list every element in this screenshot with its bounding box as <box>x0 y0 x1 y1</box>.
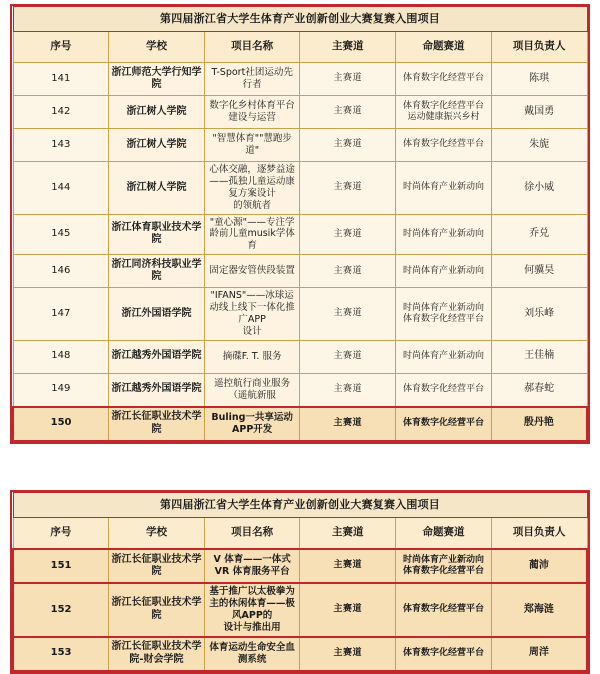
cell-school <box>109 288 205 341</box>
cell-project-name <box>204 214 300 255</box>
cell-index <box>13 129 109 162</box>
cell-text: 浙江树人学院 <box>126 181 187 193</box>
cell-theme-track <box>396 162 492 215</box>
cell-line: 体育数字化经营平台 <box>402 566 484 576</box>
cell-text: 主赛道 <box>333 560 363 571</box>
column-header: 主赛道 <box>300 518 396 550</box>
cell-text: 浙江越秀外国语学院 <box>111 383 202 395</box>
cell-index <box>13 637 109 671</box>
cell-main-track <box>300 63 396 96</box>
cell-text: 时尚体育产业新动向 <box>402 228 484 239</box>
cell-text: 主赛道 <box>333 308 363 319</box>
column-header: 序号 <box>13 518 109 550</box>
cell-text: 浙江长征职业技术学院 <box>111 553 202 577</box>
cell-text: 浙江师范大学行知学院 <box>111 66 202 90</box>
cell-text: 王佳楠 <box>524 350 555 362</box>
table-row <box>13 214 587 255</box>
cell-text: 蔺沛 <box>528 559 549 571</box>
cell-text: 时尚体育产业新动向 <box>402 265 484 276</box>
table-title-row <box>13 493 587 518</box>
column-header: 项目名称 <box>204 518 300 550</box>
cell-index <box>13 255 109 288</box>
cell-text: 浙江长征职业技术学院 <box>111 597 202 621</box>
cell-leader <box>491 288 587 341</box>
cell-text: 浙江长征职业技术学院-财会学院 <box>111 641 202 665</box>
cell-main-track <box>300 373 396 407</box>
table-title-row <box>13 7 587 32</box>
cell-index <box>13 162 109 215</box>
table-row <box>13 407 587 441</box>
cell-text: 145 <box>51 228 71 240</box>
cell-index <box>13 96 109 129</box>
cell-text: 体育数字化经营平台 <box>402 418 484 428</box>
cell-text: 浙江树人学院 <box>126 138 187 150</box>
cell-leader <box>491 63 587 96</box>
cell-index <box>13 340 109 373</box>
cell-project-name <box>204 549 300 583</box>
table-title: 第四届浙江省大学生体育产业创新创业大赛复赛入围项目 <box>13 493 587 518</box>
cell-main-track <box>300 214 396 255</box>
cell-text: 戴国勇 <box>524 105 555 117</box>
cell-leader <box>491 340 587 373</box>
cell-main-track <box>300 288 396 341</box>
cell-text: 时尚体育产业新动向 <box>402 182 484 193</box>
cell-text: 体育数字化经营平台 <box>402 647 484 658</box>
cell-text: 主赛道 <box>333 351 363 361</box>
cell-theme-track <box>396 96 492 129</box>
cell-leader <box>491 373 587 407</box>
cell-text: 朱旎 <box>529 138 550 150</box>
cell-theme-track <box>396 288 492 341</box>
results-table-1 <box>12 6 588 442</box>
cell-text: 主赛道 <box>333 265 363 276</box>
cell-project-name <box>204 407 300 441</box>
cell-school <box>109 549 205 583</box>
cell-theme-track <box>396 583 492 637</box>
cell-text: 142 <box>51 105 71 117</box>
cell-text: 144 <box>51 181 71 193</box>
table-row <box>13 549 587 583</box>
cell-line: 时尚体育产业新动向 <box>402 554 484 565</box>
cell-text: 体育数字化经营平台 <box>402 73 484 84</box>
table-row <box>13 637 587 671</box>
cell-leader <box>491 129 587 162</box>
cell-theme-track <box>396 549 492 583</box>
cell-line: 时尚体育产业新动向 <box>402 302 484 313</box>
cell-project-name <box>204 288 300 341</box>
cell-text: 浙江长征职业技术学院 <box>111 411 202 435</box>
cell-text: 摘碟F. T. 服务 <box>222 350 282 362</box>
cell-main-track <box>300 162 396 215</box>
cell-leader <box>491 407 587 441</box>
cell-text: 乔兑 <box>529 228 550 240</box>
cell-text: 主赛道 <box>333 647 363 658</box>
cell-text: 主赛道 <box>333 73 363 84</box>
cell-text: 143 <box>51 138 71 150</box>
cell-text: 148 <box>51 350 71 362</box>
cell-line: 体育数字化经营平台 <box>402 100 484 111</box>
cell-theme-track <box>396 214 492 255</box>
table-row <box>13 340 587 373</box>
cell-text: "童心源"——专注学龄前儿童musik学体育 <box>209 216 295 252</box>
cell-text: 150 <box>50 417 72 429</box>
cell-text: 浙江树人学院 <box>126 105 187 117</box>
cell-theme-track <box>396 637 492 671</box>
column-header: 主赛道 <box>300 32 396 63</box>
cell-text: 数字化乡村体育平台建设与运营 <box>209 100 295 123</box>
cell-text: 主赛道 <box>333 418 363 428</box>
table-title: 第四届浙江省大学生体育产业创新创业大赛复赛入围项目 <box>13 7 587 32</box>
cell-project-name <box>204 583 300 637</box>
cell-main-track <box>300 407 396 441</box>
cell-index <box>13 214 109 255</box>
cell-project-name <box>204 373 300 407</box>
cell-theme-track <box>396 255 492 288</box>
cell-theme-track <box>396 373 492 407</box>
cell-school <box>109 407 205 441</box>
cell-project-name <box>204 162 300 215</box>
cell-project-name <box>204 255 300 288</box>
cell-leader <box>491 96 587 129</box>
cell-school <box>109 214 205 255</box>
column-header: 学校 <box>109 518 205 550</box>
results-table-2 <box>12 492 588 672</box>
cell-school <box>109 340 205 373</box>
cell-text: 浙江越秀外国语学院 <box>111 350 202 362</box>
column-header: 序号 <box>13 32 109 63</box>
table-row <box>13 162 587 215</box>
cell-text: 刘乐峰 <box>524 307 555 319</box>
cell-text: 146 <box>51 264 71 276</box>
cell-text: 主赛道 <box>333 106 363 117</box>
cell-theme-track <box>396 129 492 162</box>
cell-index <box>13 407 109 441</box>
cell-project-name <box>204 129 300 162</box>
cell-text: 主赛道 <box>333 604 363 615</box>
cell-leader <box>491 583 587 637</box>
cell-text: 周洋 <box>528 647 549 659</box>
cell-project-name <box>204 96 300 129</box>
cell-text: 151 <box>50 559 72 571</box>
cell-main-track <box>300 637 396 671</box>
cell-line: "IFANS"——冰球运动线上线下一体化推广APP <box>209 290 295 325</box>
table-row <box>13 583 587 637</box>
table-header-row <box>13 32 587 63</box>
cell-school <box>109 373 205 407</box>
results-table-block-2 <box>10 490 590 674</box>
cell-leader <box>491 637 587 671</box>
cell-leader <box>491 162 587 215</box>
cell-line: 基于推广以太极拳为主的休闲体育——极风APP的 <box>209 586 295 621</box>
cell-text: 固定器安管侠段装置 <box>209 265 295 277</box>
cell-index <box>13 549 109 583</box>
cell-text: 体育数字化经营平台 <box>402 604 484 615</box>
column-header: 学校 <box>109 32 205 63</box>
cell-school <box>109 63 205 96</box>
cell-main-track <box>300 96 396 129</box>
column-header: 命题赛道 <box>396 32 492 63</box>
cell-text: 152 <box>50 603 72 615</box>
cell-text: 153 <box>50 647 72 659</box>
cell-main-track <box>300 255 396 288</box>
cell-text: Buling一共享运动APP开发 <box>211 411 293 435</box>
cell-leader <box>491 255 587 288</box>
cell-school <box>109 583 205 637</box>
cell-school <box>109 255 205 288</box>
cell-line: 设计 <box>242 325 262 337</box>
cell-index <box>13 63 109 96</box>
cell-index <box>13 288 109 341</box>
cell-main-track <box>300 549 396 583</box>
cell-text: 遥控航行商业服务（遥航新服 <box>214 377 291 401</box>
cell-text: 浙江外国语学院 <box>121 307 192 319</box>
cell-text: 浙江同济科技职业学院 <box>111 258 202 283</box>
cell-project-name <box>204 63 300 96</box>
cell-text: 陈琪 <box>529 72 550 84</box>
cell-text: 浙江体育职业技术学院 <box>111 221 202 246</box>
cell-text: 徐小威 <box>524 181 555 193</box>
cell-text: V 体育——一体式 VR 体育服务平台 <box>213 554 291 577</box>
column-header: 项目负责人 <box>491 32 587 63</box>
results-table-block-1 <box>10 4 590 444</box>
cell-line: 运动健康振兴乡村 <box>407 112 480 122</box>
cell-main-track <box>300 340 396 373</box>
cell-text: 时尚体育产业新动向 <box>402 351 484 361</box>
cell-text: 体育运动生命安全血测系统 <box>209 641 295 665</box>
cell-school <box>109 162 205 215</box>
cell-school <box>109 129 205 162</box>
cell-project-name <box>204 340 300 373</box>
cell-leader <box>491 549 587 583</box>
table-row <box>13 255 587 288</box>
cell-text: 何骥昊 <box>524 264 555 276</box>
column-header: 项目名称 <box>204 32 300 63</box>
table-row <box>13 96 587 129</box>
cell-line: 的领航者 <box>233 199 272 211</box>
cell-main-track <box>300 129 396 162</box>
column-header: 命题赛道 <box>396 518 492 550</box>
cell-index <box>13 373 109 407</box>
column-header: 项目负责人 <box>491 518 587 550</box>
cell-index <box>13 583 109 637</box>
cell-theme-track <box>396 340 492 373</box>
cell-theme-track <box>396 63 492 96</box>
cell-theme-track <box>396 407 492 441</box>
cell-text: T-Sport社团运动先行者 <box>211 67 293 90</box>
cell-school <box>109 637 205 671</box>
table-row <box>13 129 587 162</box>
cell-text: 体育数字化经营平台 <box>402 384 484 394</box>
cell-text: 体育数字化经营平台 <box>402 139 484 150</box>
table-row <box>13 63 587 96</box>
cell-text: 郑海涟 <box>523 603 554 615</box>
cell-text: 主赛道 <box>333 139 363 150</box>
cell-school <box>109 96 205 129</box>
table-row <box>13 373 587 407</box>
cell-text: 郝春蛇 <box>524 383 555 395</box>
cell-text: 主赛道 <box>333 228 363 239</box>
cell-text: 149 <box>51 383 71 395</box>
cell-text: "智慧体育""慧跑步道" <box>212 133 292 156</box>
cell-text: 147 <box>51 307 71 319</box>
table-header-row <box>13 518 587 550</box>
cell-text: 主赛道 <box>333 384 363 394</box>
cell-project-name <box>204 637 300 671</box>
table-row <box>13 288 587 341</box>
cell-main-track <box>300 583 396 637</box>
cell-line: 心体交融，逐梦益途——孤独儿童运动康复方案设计 <box>209 164 295 199</box>
cell-line: 体育数字化经营平台 <box>402 313 484 324</box>
cell-leader <box>491 214 587 255</box>
cell-text: 殷丹艳 <box>523 417 554 429</box>
cell-line: 设计与推出用 <box>223 621 281 633</box>
cell-text: 主赛道 <box>333 182 363 193</box>
cell-text: 141 <box>51 72 71 84</box>
